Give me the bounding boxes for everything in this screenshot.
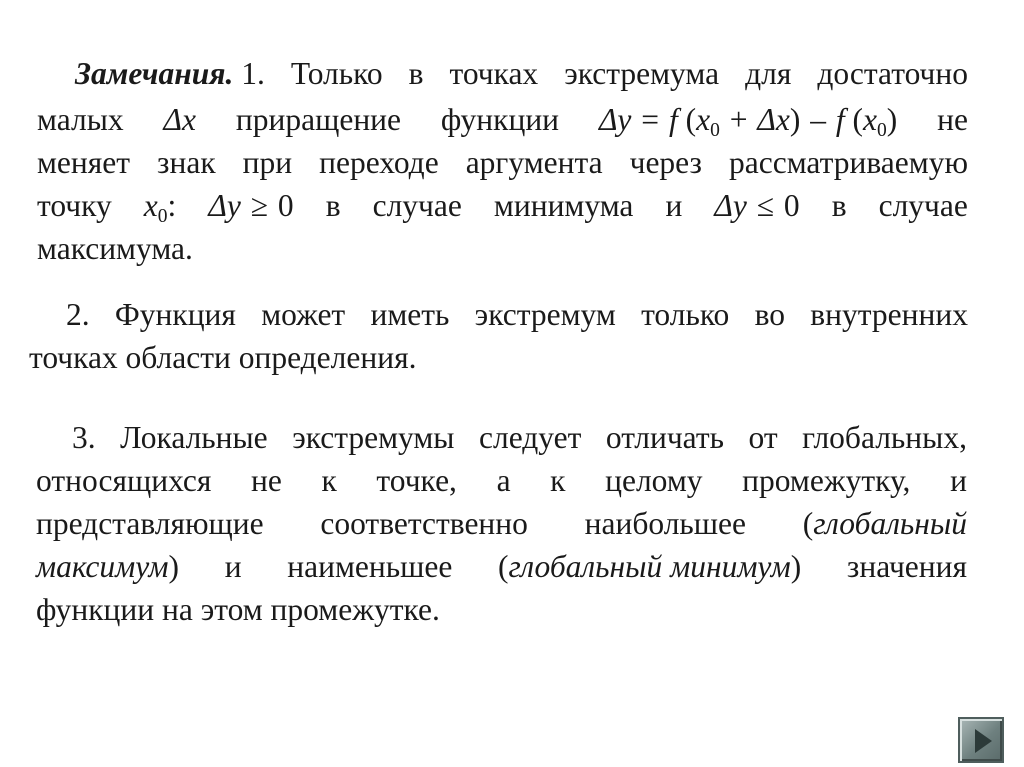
remark-number: 3. [72, 420, 96, 455]
word: представляющие [36, 506, 264, 541]
word: через [629, 145, 702, 180]
word: и [950, 463, 967, 498]
word: для [745, 56, 792, 91]
word: соответственно [320, 506, 528, 541]
remarks-title: Замечания. 1. [75, 56, 265, 91]
word: не [937, 102, 968, 137]
play-arrow-icon [975, 729, 992, 753]
word: минимума [493, 188, 634, 223]
word: целому [605, 463, 703, 498]
word: знак [157, 145, 216, 180]
word: наибольшее [584, 506, 747, 541]
word: к [550, 463, 566, 498]
remark-1-line-5: максимума. [37, 231, 193, 266]
remark-3-line-4 [36, 551, 967, 583]
word: рассматриваемую [729, 145, 968, 180]
word: экстремума [564, 56, 720, 91]
formula-delta-x: Δx [163, 102, 196, 137]
word: и [224, 549, 242, 584]
italic-term-maximum: максимум) [36, 549, 180, 584]
remark-3-line-3 [36, 508, 967, 540]
italic-term-global-minimum: (глобальный минимум) [498, 549, 802, 584]
word: малых [37, 102, 124, 137]
word: функции [440, 102, 560, 137]
word: наименьшее [287, 549, 453, 584]
word: Локальные [120, 420, 268, 455]
word: случае [878, 188, 968, 223]
italic-term-global: (глобальный [802, 506, 967, 541]
remark-2-line-1 [66, 299, 968, 331]
word: только [641, 297, 730, 332]
remark-3-line-2 [36, 465, 967, 497]
formula-increment: Δy = f $(x_0 + \Delta x) - f$ $(x_0)$ [598, 102, 898, 142]
word: от [748, 420, 778, 455]
formula-dy-ge-0: Δy ≥ 0 [208, 188, 294, 223]
word: переходе [319, 145, 439, 180]
remark-number: 2. [66, 297, 90, 332]
word: точке, [376, 463, 457, 498]
remark-2-line-2: точках области определения. [29, 340, 417, 375]
word: достаточно [817, 56, 968, 91]
word: во [754, 297, 785, 332]
word: промежутку, [742, 463, 911, 498]
remark-1-line-4 [37, 188, 968, 228]
remark-3-line-1 [72, 422, 967, 454]
word: в [408, 56, 424, 91]
word: экстремумы [292, 420, 455, 455]
word: иметь [370, 297, 450, 332]
word: относящихся [36, 463, 212, 498]
word: точку [37, 188, 112, 223]
remark-1-line-3 [37, 147, 968, 179]
next-slide-button[interactable] [958, 717, 1004, 763]
word: значения [846, 549, 967, 584]
word: случае [372, 188, 462, 223]
word: Функция [114, 297, 236, 332]
formula-point-x0: $x_0$: [143, 188, 177, 228]
word: в [831, 188, 847, 223]
word: а [496, 463, 511, 498]
word: и [665, 188, 683, 223]
word: внутренних [810, 297, 968, 332]
word: может [261, 297, 346, 332]
remark-1-line-2 [37, 102, 968, 142]
remark-3-line-5: функции на этом промежутке. [36, 592, 440, 627]
word: не [251, 463, 282, 498]
word: в [325, 188, 341, 223]
word: точках [449, 56, 539, 91]
word: меняет [37, 145, 131, 180]
remark-1-line-1 [75, 58, 968, 90]
word: аргумента [465, 145, 603, 180]
word: отличать [605, 420, 724, 455]
word: при [242, 145, 293, 180]
formula-dy-le-0: Δy ≤ 0 [714, 188, 800, 223]
word: глобальных, [802, 420, 967, 455]
word: Только [290, 56, 383, 91]
word: следует [479, 420, 582, 455]
word: к [321, 463, 337, 498]
word: экстремум [474, 297, 616, 332]
word: приращение [235, 102, 402, 137]
